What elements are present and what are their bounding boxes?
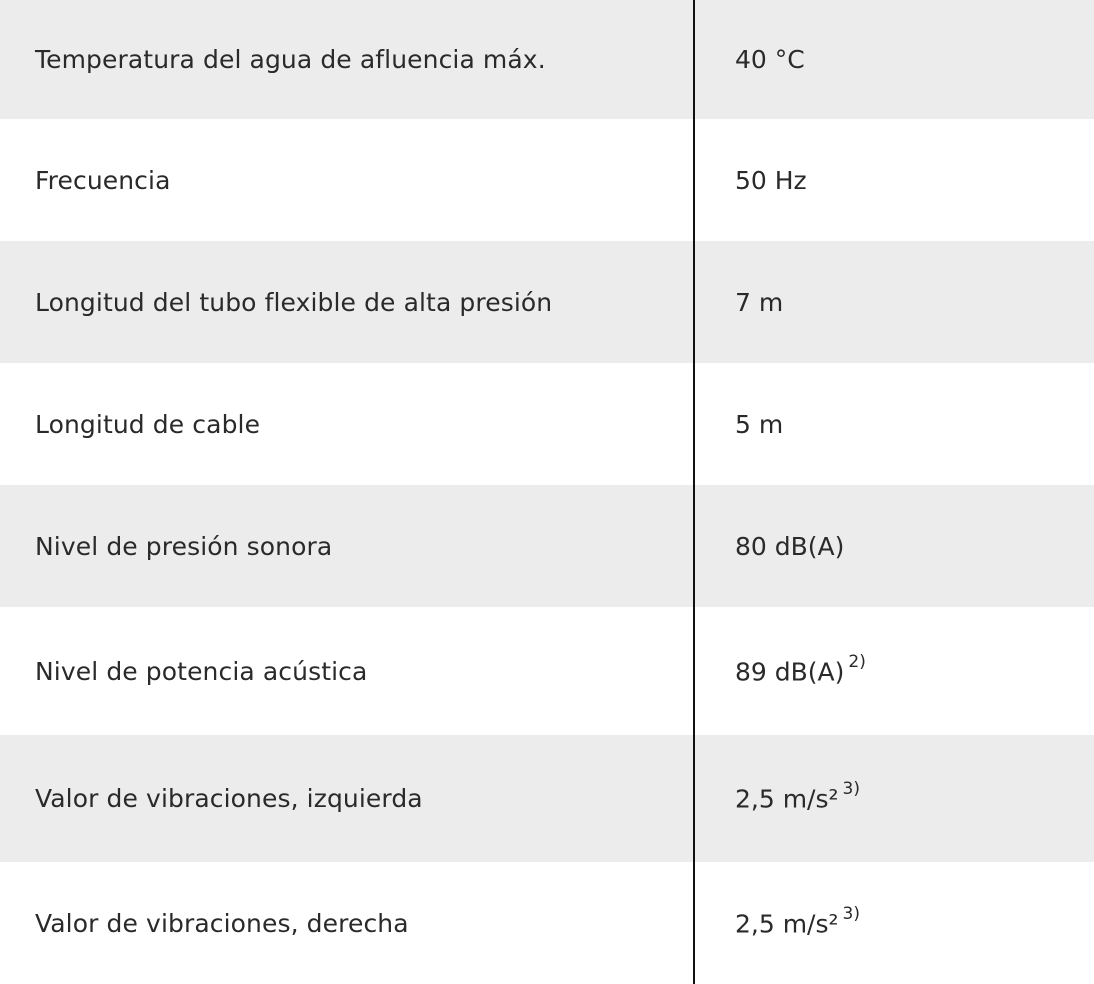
spec-value: 80 dB(A) [735, 531, 845, 561]
footnote-marker: 2) [848, 651, 866, 672]
spec-value: 7 m [735, 287, 784, 317]
spec-value: 5 m [735, 409, 784, 439]
spec-label: Longitud del tubo flexible de alta presión [35, 287, 553, 317]
spec-value: 2,5 m/s² $^{3)}$ [735, 903, 860, 939]
spec-label: Temperatura del agua de afluencia máx. [35, 45, 546, 74]
footnote-marker: 3) [842, 903, 860, 924]
spec-label: Longitud de cable [35, 409, 261, 439]
table-row [0, 363, 1094, 485]
spec-value: 50 Hz [735, 165, 807, 195]
spec-value: 89 dB(A) $^{2)}$ [735, 651, 866, 687]
table-row [0, 485, 1094, 607]
table-row [0, 735, 1094, 862]
spec-label: Valor de vibraciones, derecha [35, 908, 409, 938]
spec-label: Nivel de presión sonora [35, 531, 333, 561]
footnote-marker: 3) [842, 779, 860, 800]
spec-label: Nivel de potencia acústica [35, 656, 368, 686]
table-row [0, 862, 1094, 984]
table-row [0, 241, 1094, 363]
spec-value: 40 °C [735, 45, 805, 74]
spec-label: Valor de vibraciones, izquierda [35, 784, 423, 813]
table-row [0, 607, 1094, 735]
table-row [0, 0, 1094, 119]
table-row [0, 119, 1094, 241]
spec-value: 2,5 m/s² $^{3)}$ [735, 779, 860, 814]
column-divider [693, 0, 695, 984]
spec-label: Frecuencia [35, 165, 171, 195]
